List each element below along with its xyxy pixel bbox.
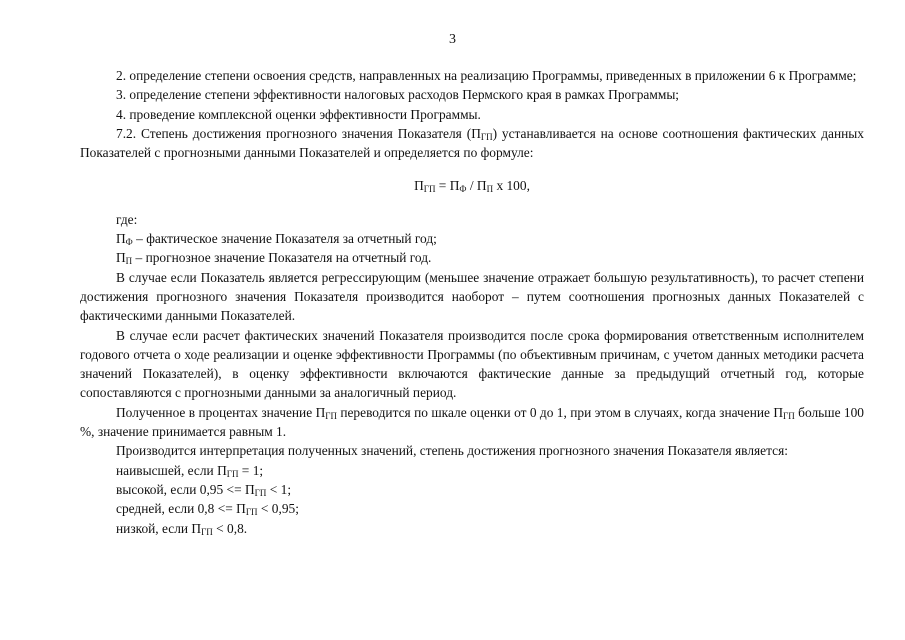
page-number: 3	[449, 32, 456, 47]
level-medium: средней, если $0,8 <= П_{ГП} < 0,95$;	[116, 501, 299, 518]
para-late-calc: В случае если расчет фактических значений Показателя производится после срока формирования ответственным исполнителем годового отчета о ходе реализации и оценке эффективности Программы (по объективным причинам, с учетом данных методики расчета значений Показателей), в оценку эффективности включаются фактические данные за предыдущий отчетный год, которые сопоставляются с прогнозными данными за аналогичный период.	[80, 327, 864, 401]
para-regressing: В случае если Показатель является регрессирующим (меньшее значение отражает большую результативность), то расчет степени достижения прогнозного значения Показателя производится наоборот – путем соотношения прогнозных данных Показателей с фактическими данными Показателей.	[80, 269, 864, 324]
def-p-p: $П_П$ – прогнозное значение Показателя на отчетный год.	[116, 250, 432, 267]
para-interpretation: Производится интерпретация полученных значений, степень достижения прогнозного значения Показателя является:	[116, 443, 788, 459]
formula: $П_{ГП} = П_Ф / П_П$ х 100,	[414, 178, 530, 195]
item-3: 3. определение степени эффективности налоговых расходов Пермского края в рамках Программы;	[116, 87, 680, 103]
item-4: 4. проведение комплексной оценки эффективности Программы.	[116, 106, 481, 122]
def-p-f: $П_Ф$ – фактическое значение Показателя за отчетный год;	[116, 231, 437, 248]
para-scale: Полученное в процентах значение $П_{ГП}$ переводится по шкале оценки от 0 до 1, при этом в случаях, когда значение $П_{ГП}$ больше 100 %, значение принимается равным 1.	[80, 404, 864, 440]
section-7-2: 7.2. Степень достижения прогнозного значения Показателя $(П_{ГП})$ устанавливается на основе соотношения фактических данных Показателей с прогнозными данными Показателей и определяется по формуле:	[80, 125, 864, 161]
level-high: высокой, если $0,95 <= П_{ГП} < 1$;	[116, 481, 292, 498]
level-highest: наивысшей, если $П_{ГП} = 1$;	[116, 462, 264, 479]
level-low: низкой, если $П_{ГП} < 0,8$.	[116, 520, 248, 537]
document-body	[80, 66, 864, 538]
item-2: 2. определение степени освоения средств, направленных на реализацию Программы, приведенных в приложении 6 к Программе;	[116, 68, 857, 83]
symbol-p-gp: $П_{ГП}$	[471, 125, 493, 142]
where-label: где:	[116, 211, 138, 227]
